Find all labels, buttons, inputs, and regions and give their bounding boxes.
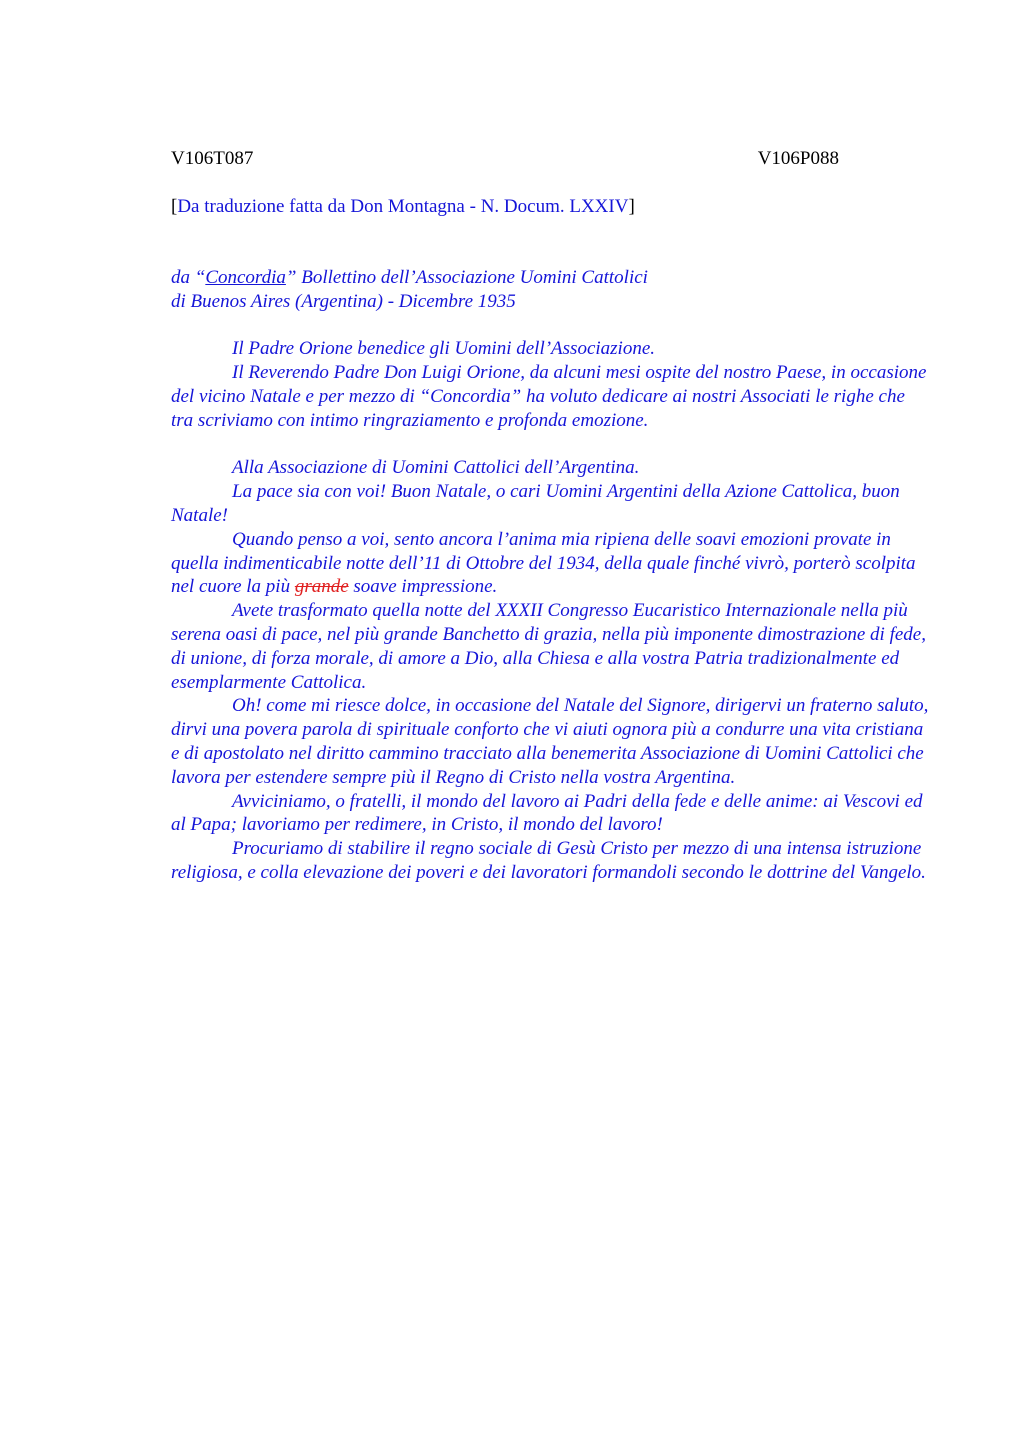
paragraph-5	[171, 528, 931, 599]
paragraph-4: La pace sia con voi! Buon Natale, o cari Uomini Argentini della Azione Cattolica, buon Natale!	[171, 481, 900, 526]
struck-word: grande	[294, 576, 349, 598]
intro-suffix: ” Bollettino dell’Associazione Uomini Cattolici	[285, 267, 648, 288]
document-codes	[171, 147, 839, 171]
paragraph-5-start: Quando penso a voi, sento ancora l’anima mia ripiena delle soavi emozioni provate in quella indimenticabile notte dell’11 di Ottobre del 1934, della quale finché vivrò, porterò scolpita nel cuore la più	[171, 528, 916, 598]
paragraph-8: Avviciniamo, o fratelli, il mondo del lavoro ai Padri della fede e delle anime: ai Vescovi ed al Papa; lavoriamo per redimere, in Cristo, il mondo del lavoro!	[171, 790, 923, 836]
source-note	[171, 195, 635, 219]
intro-line-2: di Buenos Aires (Argentina) - Dicembre 1935	[171, 290, 516, 312]
document-body	[171, 266, 931, 885]
close-bracket: ]	[628, 196, 635, 217]
paragraph-6-wrap	[171, 599, 931, 694]
code-right: V106P088	[757, 148, 839, 169]
paragraph-2: Il Reverendo Padre Don Luigi Orione, da alcuni mesi ospite del nostro Paese, in occasione del vicino Natale e per mezzo di “Concordia” ha voluto dedicare ai nostri Associati le righe che tra scriviamo con intimo ringraziamento e profonda emozione.	[171, 362, 927, 431]
source-note-text: Da traduzione fatta da Don Montagna - N. Docum. LXXIV	[177, 196, 629, 217]
concordia-title: Concordia	[205, 267, 286, 288]
paragraph-3: Alla Associazione di Uomini Cattolici dell’Argentina.	[232, 457, 640, 479]
paragraph-5-end: soave impressione.	[348, 576, 498, 598]
spacer	[171, 314, 931, 338]
document-page	[171, 0, 931, 1450]
paragraph-6: Avete trasformato quella notte del XXXII Congresso Eucaristico Internazionale nella più serena oasi di pace, nel più grande Banchetto di grazia, nella più imponente dimostrazione di fede, di unione, di forza morale, di amore a Dio, alla Chiesa e alla vostra Patria tradizionalmente ed esemplarmente Cattolica.	[171, 600, 926, 693]
spacer	[171, 433, 931, 457]
paragraph-7: Oh! come mi riesce dolce, in occasione del Natale del Signore, dirigervi un fraterno saluto, dirvi una povera parola di spirituale conforto che vi aiuti ognora più a condurre una vita cristiana e di apostolato nel diritto cammino tracciato alla benemerita Associazione di Uomini Cattolici che lavora per estendere sempre più il Regno di Cristo nella vostra Argentina.	[171, 695, 929, 788]
code-left: V106T087	[171, 148, 254, 169]
paragraph-9: Procuriamo di stabilire il regno sociale di Gesù Cristo per mezzo di una intensa istruzione religiosa, e colla elevazione dei poveri e dei lavoratori formandoli secondo le dottrine del Vangelo.	[171, 838, 926, 883]
intro-prefix: da “	[171, 267, 206, 288]
intro-line-1	[171, 266, 931, 290]
open-bracket: [	[171, 196, 178, 217]
paragraph-1: Il Padre Orione benedice gli Uomini dell’Associazione.	[232, 338, 656, 360]
